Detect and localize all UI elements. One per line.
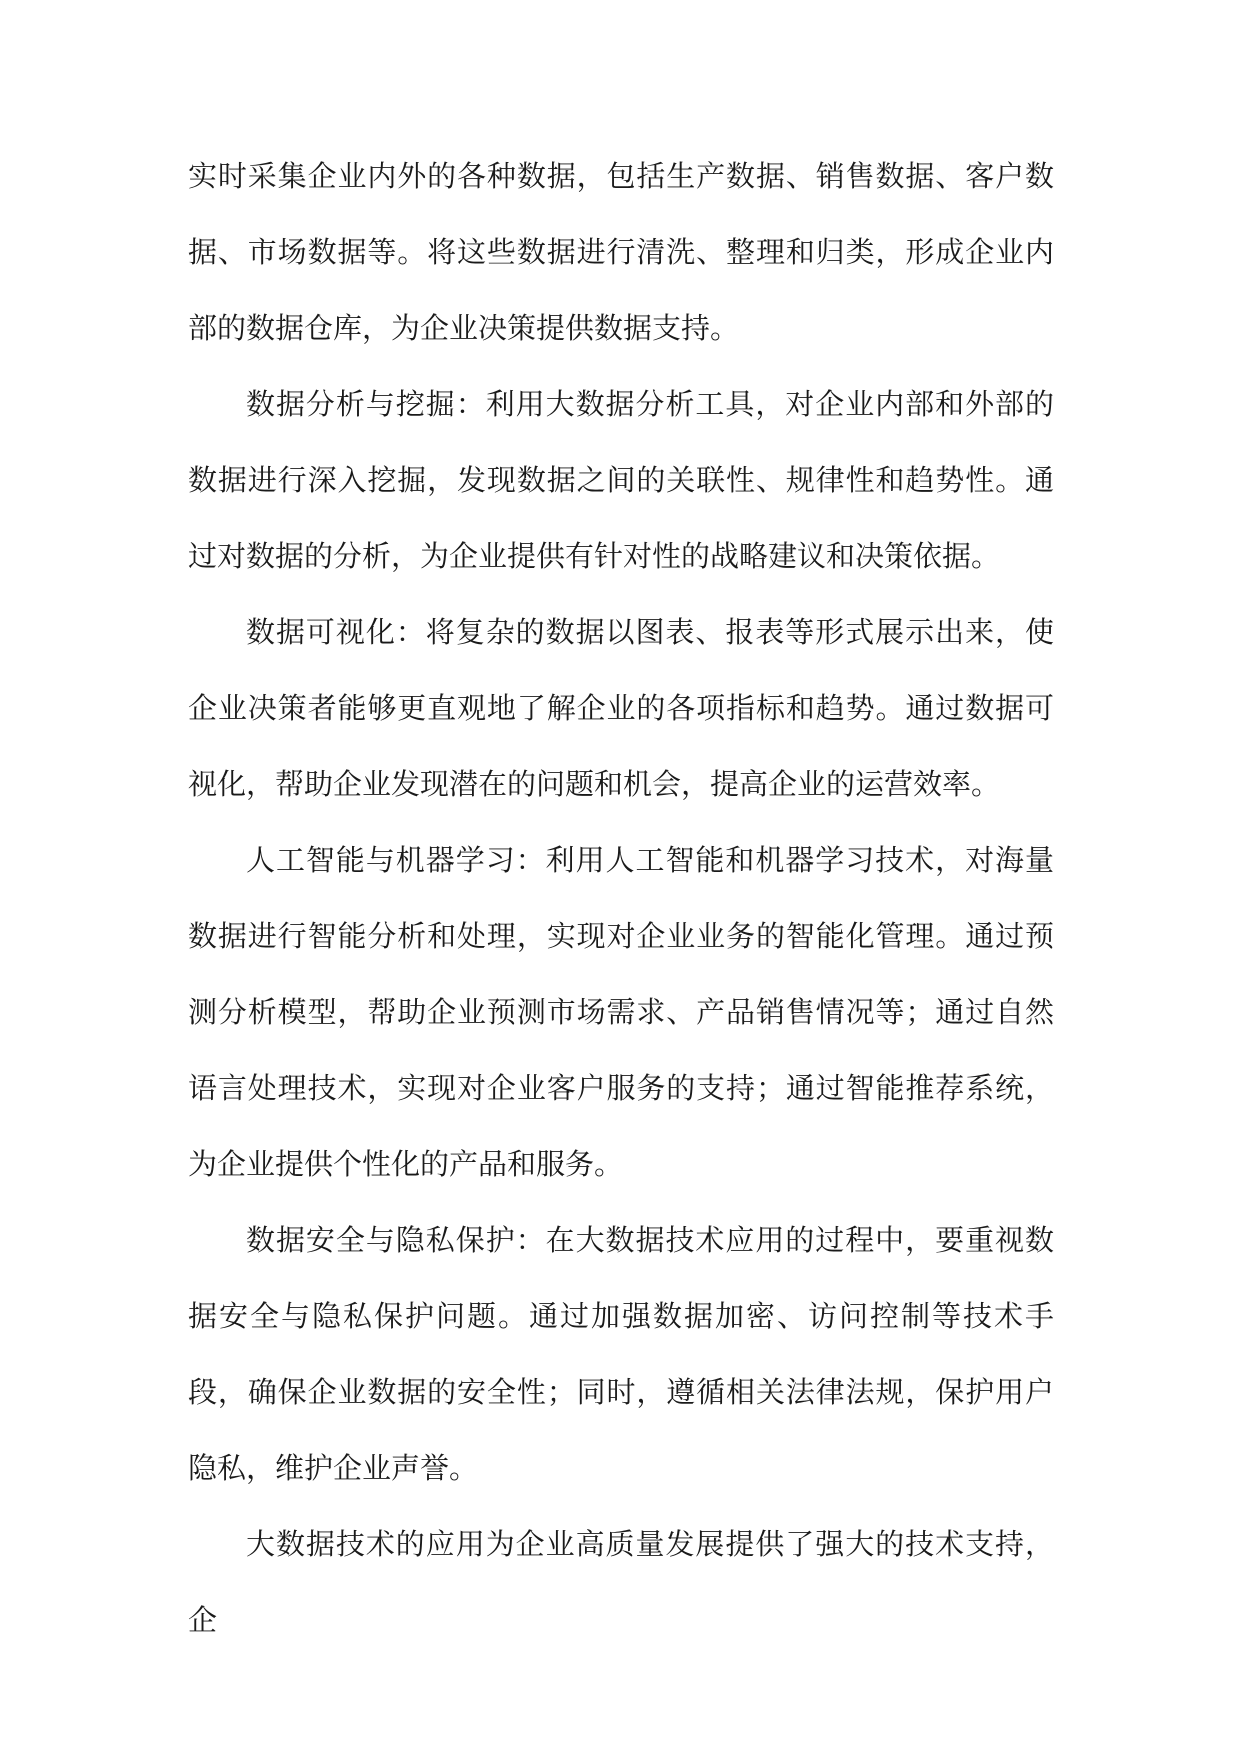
paragraph-data-analysis: 数据分析与挖掘：利用大数据分析工具，对企业内部和外部的数据进行深入挖掘，发现数据之间的关联性、规律性和趋势性。通过对数据的分析，为企业提供有针对性的战略建议和决策依据。 [188,387,1054,573]
paragraph-data-collection: 实时采集企业内外的各种数据，包括生产数据、销售数据、客户数据、市场数据等。将这些数据进行清洗、整理和归类，形成企业内部的数据仓库，为企业决策提供数据支持。 [188,159,1054,345]
paragraph-ai-machine-learning: 人工智能与机器学习：利用人工智能和机器学习技术，对海量数据进行智能分析和处理，实现对企业业务的智能化管理。通过预测分析模型，帮助企业预测市场需求、产品销售情况等；通过自然语言处理技术，实现对企业客户服务的支持；通过智能推荐系统，为企业提供个性化的产品和服务。 [188,843,1054,1181]
paragraph-data-security: 数据安全与隐私保护：在大数据技术应用的过程中，要重视数据安全与隐私保护问题。通过加强数据加密、访问控制等技术手段，确保企业数据的安全性；同时，遵循相关法律法规，保护用户隐私，维护企业声誉。 [188,1223,1054,1485]
paragraph-big-data-summary: 大数据技术的应用为企业高质量发展提供了强大的技术支持，企 [188,1527,1054,1637]
paragraph-data-visualization: 数据可视化：将复杂的数据以图表、报表等形式展示出来，使企业决策者能够更直观地了解企业的各项指标和趋势。通过数据可视化，帮助企业发现潜在的问题和机会，提高企业的运营效率。 [188,615,1054,801]
body-text [188,138,1054,1658]
